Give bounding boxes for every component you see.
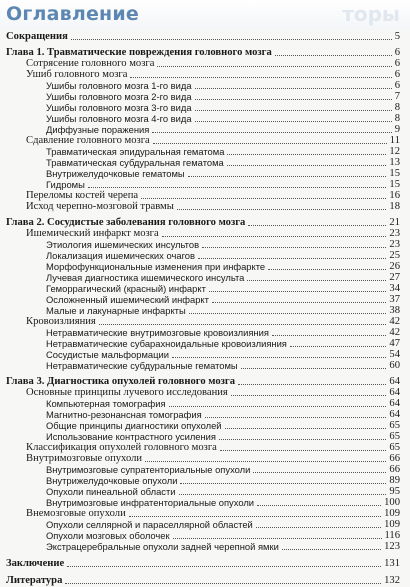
- dot-leader: [99, 324, 387, 325]
- toc-entry-title: Внутрижелудочковые гематомы: [46, 168, 185, 179]
- dot-leader: [152, 132, 391, 133]
- toc-entry-page: 18: [389, 201, 400, 212]
- toc-entry-page: 64: [389, 376, 400, 387]
- toc-entry-title: Опухоли пинеальной области: [46, 486, 176, 497]
- toc-entry-title: Переломы костей черепа: [26, 190, 139, 201]
- toc-entry-title: Сокращения: [6, 31, 68, 42]
- dot-leader: [268, 269, 386, 270]
- toc-entry-page: 23: [389, 228, 400, 239]
- toc-entry-page: 95: [389, 486, 400, 497]
- toc-entry-title: Сотрясение головного мозга: [26, 58, 155, 69]
- dot-leader: [219, 439, 386, 440]
- page-title: Оглавление: [6, 3, 139, 25]
- dot-leader: [227, 154, 386, 155]
- dot-leader: [195, 121, 392, 122]
- dot-leader: [238, 384, 386, 385]
- toc-entry-page: 37: [389, 294, 400, 305]
- toc-entry-title: Гидромы: [46, 179, 85, 190]
- dot-leader: [180, 483, 386, 484]
- toc-entry-title: Ушибы головного мозга 1-го вида: [46, 80, 192, 91]
- toc-entry-page: 15: [389, 168, 400, 179]
- toc-entry-title: Внемозговые опухоли: [26, 508, 126, 519]
- bleed-through-text: торы: [342, 2, 400, 26]
- toc-entry-page: 65: [389, 431, 400, 442]
- dot-leader: [169, 406, 387, 407]
- dot-leader: [129, 516, 381, 517]
- dot-leader: [195, 99, 392, 100]
- toc-entry-page: 27: [389, 272, 400, 283]
- toc-entry-page: 65: [389, 420, 400, 431]
- toc-entry-title: Магнитно-резонансная томография: [46, 409, 202, 420]
- dot-leader: [275, 55, 392, 56]
- toc-entry-page: 47: [389, 338, 400, 349]
- dot-leader: [225, 428, 387, 429]
- toc-entry-page: 64: [389, 387, 400, 398]
- toc-entry-title: Глава 1. Травматические повреждения головного мозга: [6, 47, 272, 58]
- toc-entry-title: Внутримозговые опухоли: [26, 453, 143, 464]
- dot-leader: [202, 247, 386, 248]
- toc-entry-title: Опухоли мозговых оболочек: [46, 530, 170, 541]
- dot-leader: [189, 313, 387, 314]
- toc-entry-page: 42: [389, 327, 400, 338]
- toc-entry-page: 64: [389, 409, 400, 420]
- toc-entry-title: Сосудистые мальформации: [46, 349, 169, 360]
- toc-entry-page: 5: [394, 31, 400, 42]
- toc-entry-title: Нетравматические внутримозговые кровоизлияния: [46, 327, 269, 338]
- toc-entry-page: 6: [394, 47, 400, 58]
- toc-entry-title: Исход черепно-мозговой травмы: [26, 201, 174, 212]
- toc-entry-page: 21: [389, 217, 400, 228]
- toc-entry-title: Диффузные поражения: [46, 124, 150, 135]
- dot-leader: [209, 291, 387, 292]
- dot-leader: [257, 505, 381, 506]
- toc-entry-page: 54: [389, 349, 400, 360]
- toc-entry-title: Этиология ишемических инсультов: [46, 239, 200, 250]
- dot-leader: [145, 461, 386, 462]
- toc-entry[interactable]: [0, 201, 410, 213]
- dot-leader: [227, 165, 387, 166]
- toc-entry-title: Ушибы головного мозга 4-го вида: [46, 113, 192, 124]
- toc-entry-page: 132: [384, 575, 400, 586]
- toc-entry-page: 64: [389, 398, 400, 409]
- toc-entry[interactable]: [0, 558, 410, 570]
- toc-entry-page: 6: [394, 80, 400, 91]
- toc-entry-title: Травматическая субдуральная гематома: [46, 157, 224, 168]
- toc-entry-page: 23: [389, 239, 400, 250]
- toc-entry[interactable]: [0, 575, 410, 587]
- toc-entry-page: 9: [394, 124, 400, 135]
- toc-entry-title: Экстрацеребральные опухоли задней черепной ямки: [46, 541, 279, 552]
- toc-entry-page: 66: [389, 464, 400, 475]
- dot-leader: [172, 357, 386, 358]
- dot-leader: [173, 538, 382, 539]
- toc-entry-page: 13: [389, 157, 400, 168]
- dot-leader: [157, 66, 391, 67]
- dot-leader: [241, 368, 387, 369]
- dot-leader: [247, 280, 386, 281]
- dot-leader: [248, 225, 386, 226]
- toc-entry-title: Нетравматические субдуральные гематомы: [46, 360, 238, 371]
- toc-entry-page: 26: [389, 261, 400, 272]
- toc-entry-page: 38: [389, 305, 400, 316]
- dot-leader: [272, 335, 386, 336]
- toc-entry-page: 7: [394, 91, 400, 102]
- toc-entry-page: 8: [394, 113, 400, 124]
- dot-leader: [231, 395, 387, 396]
- toc-entry-page: 131: [384, 558, 400, 569]
- toc-entry-page: 8: [394, 102, 400, 113]
- dot-leader: [179, 494, 387, 495]
- toc-entry-title: Осложненный ишемический инфаркт: [46, 294, 209, 305]
- toc-entry[interactable]: [0, 31, 410, 43]
- dot-leader: [188, 176, 387, 177]
- toc-entry-title: Внутрижелудочковые опухоли: [46, 475, 178, 486]
- toc-entry-page: 6: [394, 69, 400, 80]
- dot-leader: [130, 77, 391, 78]
- toc-entry-title: Локализация ишемических очагов: [46, 250, 195, 261]
- toc-entry-title: Компьютерная томография: [46, 398, 166, 409]
- toc-entry-title: Глава 3. Диагностика опухолей головного мозга: [6, 376, 236, 387]
- dot-leader: [88, 187, 387, 188]
- toc-entry-title: Опухоли селлярной и параселлярной областей: [46, 519, 253, 530]
- toc-entry-title: Ишемический инфаркт мозга: [26, 228, 159, 239]
- toc-entry-title: Ушиб головного мозга: [26, 69, 128, 80]
- toc-entry[interactable]: [0, 541, 410, 553]
- toc-entry-title: Заключение: [6, 558, 65, 569]
- dot-leader: [177, 209, 387, 210]
- dot-leader: [198, 258, 386, 259]
- dot-leader: [195, 110, 392, 111]
- dot-leader: [220, 450, 387, 451]
- toc-entry-page: 116: [384, 530, 400, 541]
- toc-entry-page: 34: [389, 283, 400, 294]
- toc-entry-title: Основные принципы лучевого исследования: [26, 387, 228, 398]
- toc-entry-page: 12: [389, 146, 400, 157]
- toc-entry-title: Малые и лакунарные инфаркты: [46, 305, 186, 316]
- toc-entry-title: Травматическая эпидуральная гематома: [46, 146, 225, 157]
- dot-leader: [162, 236, 387, 237]
- toc-entry-title: Сдавление головного мозга: [26, 135, 150, 146]
- toc-entry-title: Внутримозговые супратенториальные опухоли: [46, 464, 251, 475]
- toc-entry-title: Использование контрастного усиления: [46, 431, 216, 442]
- toc-entry-title: Морфофункциональные изменения при инфаркте: [46, 261, 266, 272]
- dot-leader: [290, 346, 387, 347]
- dot-leader: [67, 566, 381, 567]
- dot-leader: [282, 549, 381, 550]
- toc-entry-title: Общие принципы диагностики опухолей: [46, 420, 222, 431]
- toc-entry-page: 109: [384, 519, 400, 530]
- toc-entry[interactable]: [0, 360, 410, 372]
- dot-leader: [253, 472, 386, 473]
- dot-leader: [195, 88, 392, 89]
- toc-entry-page: 42: [389, 316, 400, 327]
- dot-leader: [71, 39, 392, 40]
- toc-entry-title: Кровоизлияния: [26, 316, 96, 327]
- dot-leader: [256, 527, 381, 528]
- dot-leader: [65, 583, 381, 584]
- dot-leader: [141, 198, 386, 199]
- toc-entry-title: Лучевая диагностика ишемического инсульта: [46, 272, 245, 283]
- toc-entry-title: Ушибы головного мозга 2-го вида: [46, 91, 192, 102]
- dot-leader: [153, 143, 387, 144]
- toc-entry-title: Геморрагический (красный) инфаркт: [46, 283, 206, 294]
- toc-entry-page: 25: [389, 250, 400, 261]
- toc-entry-title: Глава 2. Сосудистые заболевания головного мозга: [6, 217, 246, 228]
- toc-entry-title: Нетравматические субарахноидальные кровоизлияния: [46, 338, 287, 349]
- toc-entry-page: 123: [384, 541, 400, 552]
- toc-entry-page: 65: [389, 442, 400, 453]
- toc-entry-page: 11: [389, 135, 400, 146]
- dot-leader: [212, 302, 386, 303]
- toc-entry-page: 60: [389, 360, 400, 371]
- toc-entry-page: 15: [389, 179, 400, 190]
- toc-entry-title: Внутримозговые инфратенториальные опухоли: [46, 497, 255, 508]
- dot-leader: [205, 417, 387, 418]
- toc-entry-page: 16: [389, 190, 400, 201]
- toc-entry-page: 89: [389, 475, 400, 486]
- toc-entry-title: Ушибы головного мозга 3-го вида: [46, 102, 192, 113]
- toc-entry-page: 109: [384, 508, 400, 519]
- toc-entry-page: 100: [384, 497, 400, 508]
- toc-entry-page: 6: [394, 58, 400, 69]
- toc-entry-title: Литература: [6, 575, 63, 586]
- toc-entry-title: Классификация опухолей головного мозга: [26, 442, 217, 453]
- toc-entry-page: 66: [389, 453, 400, 464]
